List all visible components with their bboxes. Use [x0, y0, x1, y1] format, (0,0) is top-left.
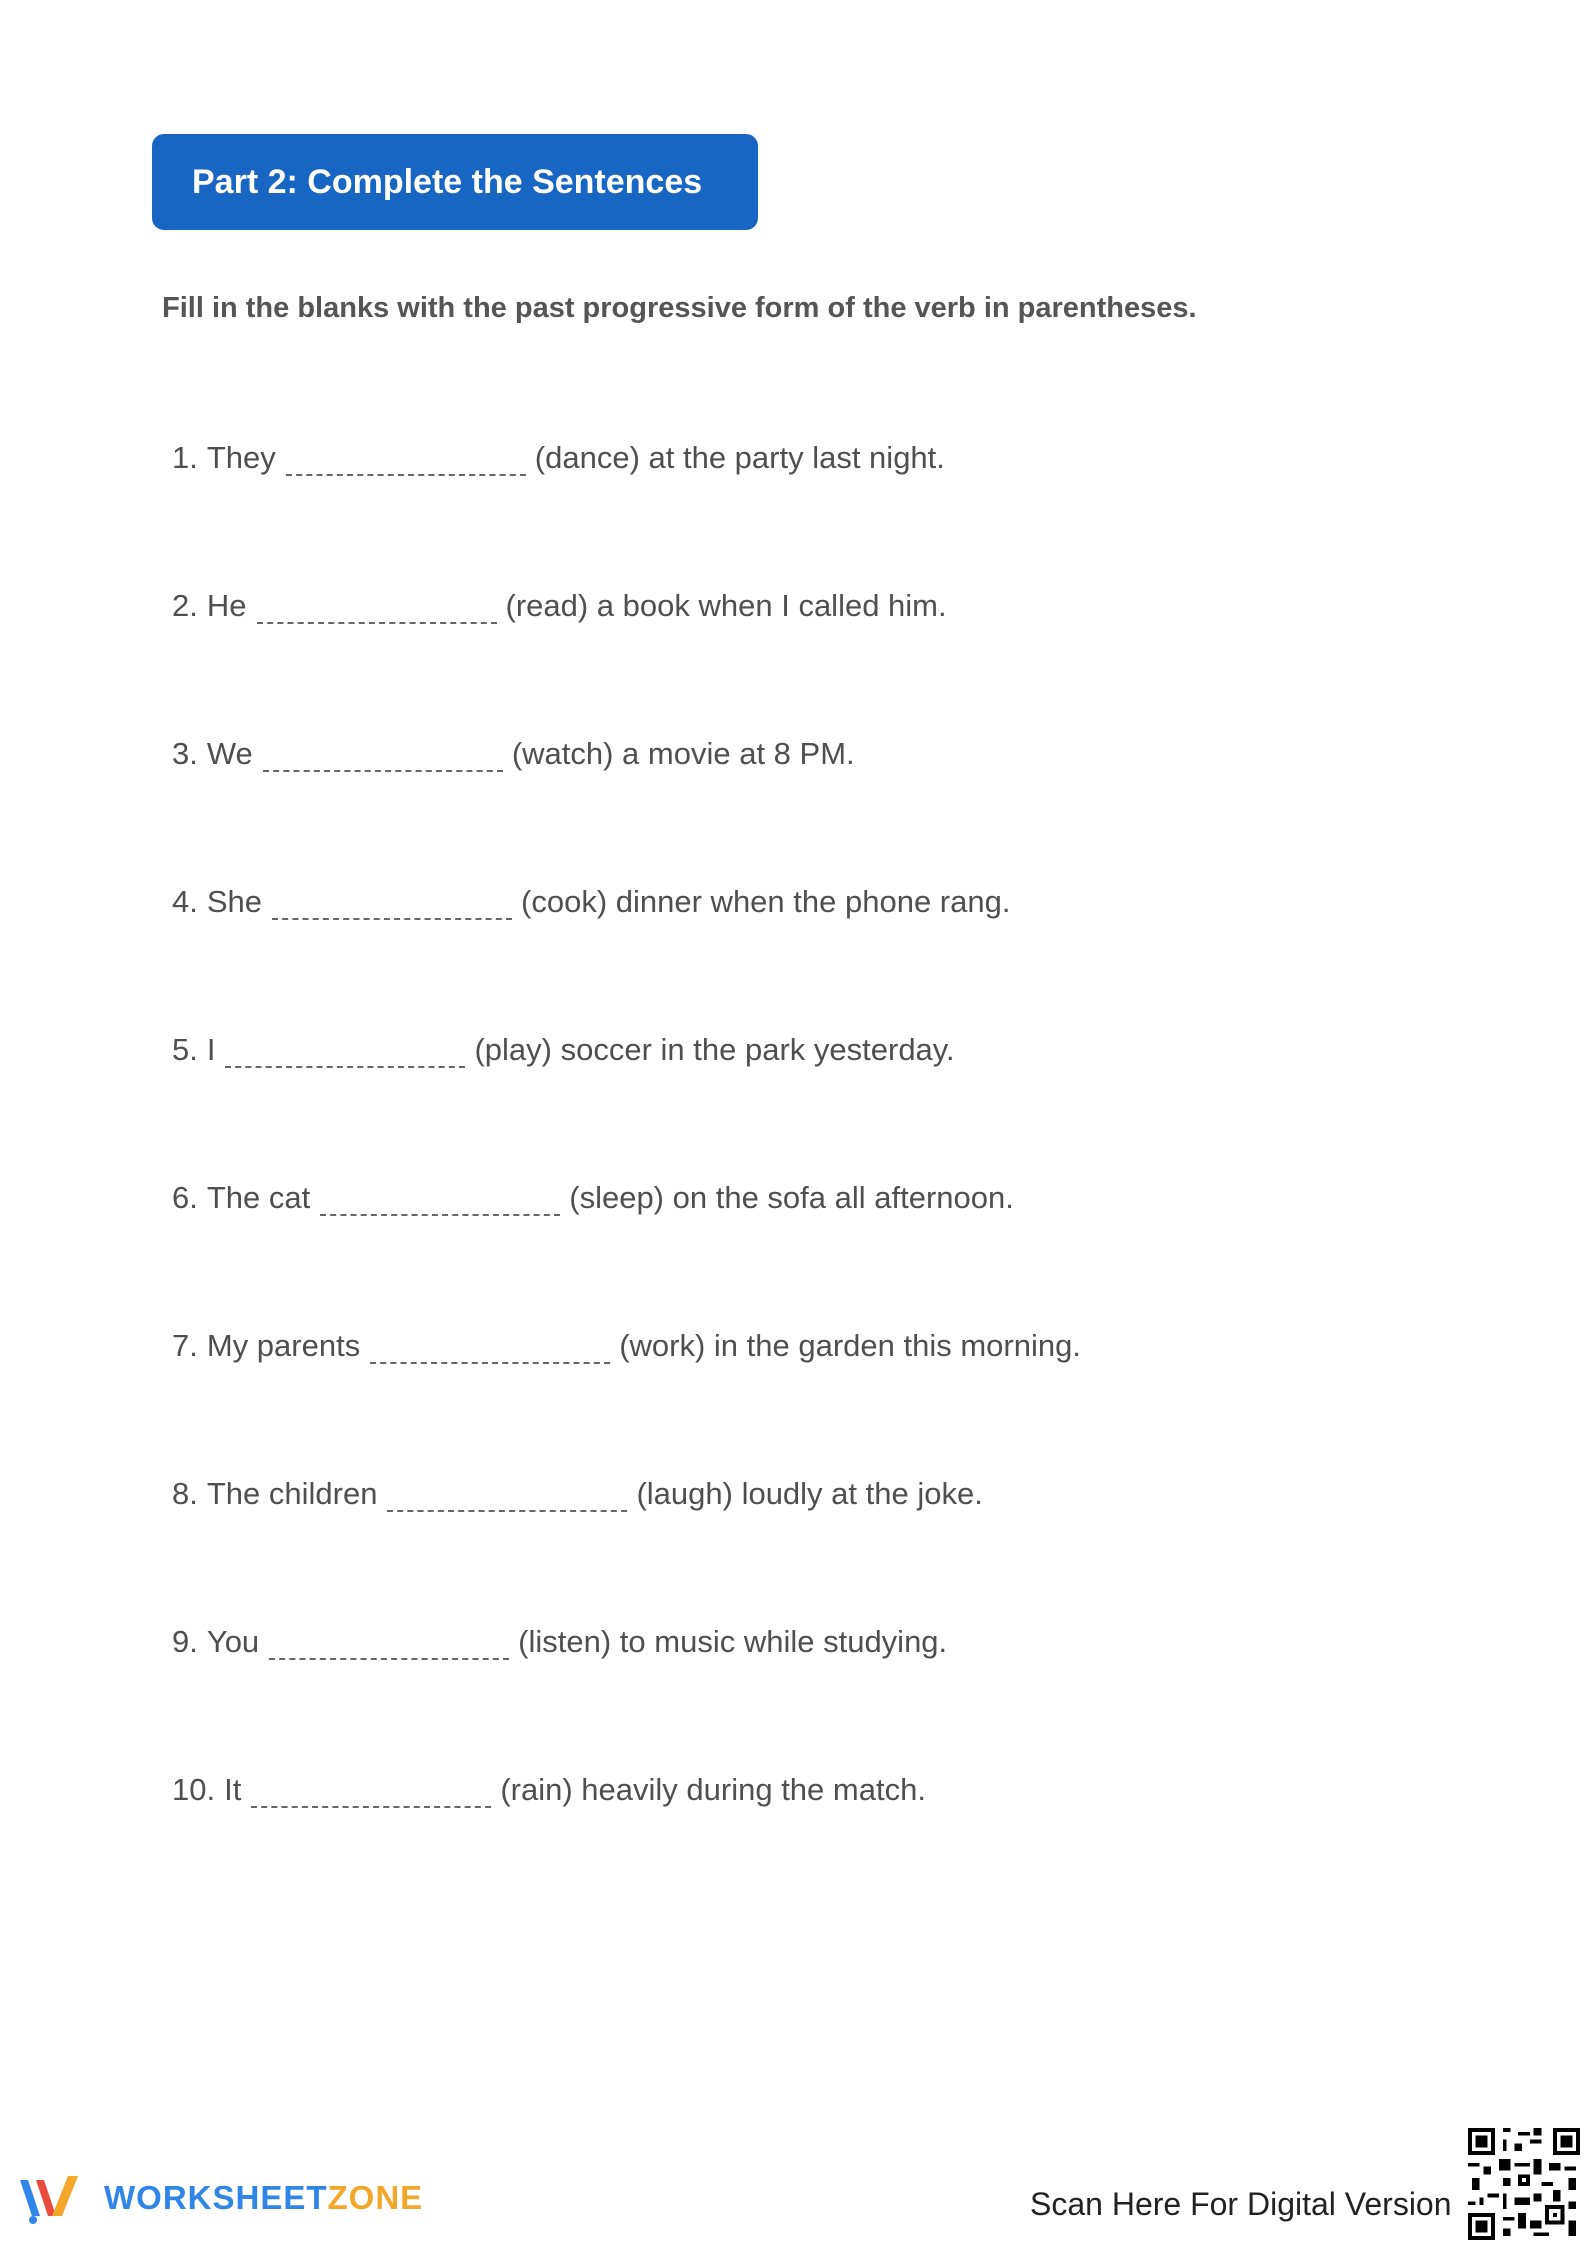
item-number: 8.	[172, 1476, 198, 1511]
item-prompt: (cook) dinner when the phone rang.	[521, 884, 1011, 919]
worksheetzone-logo[interactable]	[18, 2170, 423, 2226]
item-subject: They	[206, 440, 276, 475]
item-subject: It	[224, 1772, 242, 1807]
item-prompt: (watch) a movie at 8 PM.	[511, 736, 855, 771]
section-header	[152, 134, 758, 230]
item-number: 2.	[172, 588, 198, 623]
item-prompt: (dance) at the party last night.	[534, 440, 945, 475]
answer-blank[interactable]	[286, 446, 526, 476]
item-subject: My parents	[206, 1328, 361, 1363]
qr-code-icon[interactable]	[1468, 2128, 1580, 2240]
item-prompt: (work) in the garden this morning.	[619, 1328, 1081, 1363]
instructions-text: Fill in the blanks with the past progressive form of the verb in parentheses.	[162, 292, 1197, 324]
answer-blank[interactable]	[320, 1186, 560, 1216]
answer-blank[interactable]	[225, 1038, 465, 1068]
exercise-item	[172, 1624, 947, 1660]
exercise-item	[172, 1032, 955, 1068]
exercise-item	[172, 1772, 926, 1808]
item-prompt: (sleep) on the sofa all afternoon.	[569, 1180, 1014, 1215]
item-subject: You	[206, 1624, 260, 1659]
item-number: 9.	[172, 1624, 198, 1659]
item-subject: We	[206, 736, 253, 771]
item-number: 1.	[172, 440, 198, 475]
item-prompt: (read) a book when I called him.	[505, 588, 947, 623]
exercise-item	[172, 440, 945, 476]
item-number: 10.	[172, 1772, 216, 1807]
answer-blank[interactable]	[251, 1778, 491, 1808]
scan-caption: Scan Here For Digital Version	[1030, 2186, 1452, 2222]
item-number: 6.	[172, 1180, 198, 1215]
item-subject: She	[206, 884, 263, 919]
item-prompt: (play) soccer in the park yesterday.	[474, 1032, 955, 1067]
exercise-item	[172, 1180, 1014, 1216]
exercise-item	[172, 1476, 983, 1512]
item-subject: He	[206, 588, 247, 623]
item-prompt: (listen) to music while studying.	[518, 1624, 948, 1659]
answer-blank[interactable]	[272, 890, 512, 920]
item-prompt: (rain) heavily during the match.	[500, 1772, 926, 1807]
exercise-item	[172, 884, 1010, 920]
item-number: 4.	[172, 884, 198, 919]
answer-blank[interactable]	[387, 1482, 627, 1512]
item-subject: The cat	[206, 1180, 311, 1215]
item-subject: I	[206, 1032, 216, 1067]
answer-blank[interactable]	[370, 1334, 610, 1364]
answer-blank[interactable]	[269, 1630, 509, 1660]
item-number: 3.	[172, 736, 198, 771]
logo-wordmark: WORKSHEETZONE	[104, 2179, 424, 2216]
item-number: 5.	[172, 1032, 198, 1067]
exercise-item	[172, 1328, 1081, 1364]
answer-blank[interactable]	[257, 594, 497, 624]
worksheetzone-w-logo-icon	[18, 2170, 92, 2226]
item-subject: The children	[206, 1476, 378, 1511]
answer-blank[interactable]	[263, 742, 503, 772]
exercise-item	[172, 736, 855, 772]
item-prompt: (laugh) loudly at the joke.	[636, 1476, 983, 1511]
item-number: 7.	[172, 1328, 198, 1363]
section-title: Part 2: Complete the Sentences	[192, 162, 703, 201]
exercise-item	[172, 588, 947, 624]
